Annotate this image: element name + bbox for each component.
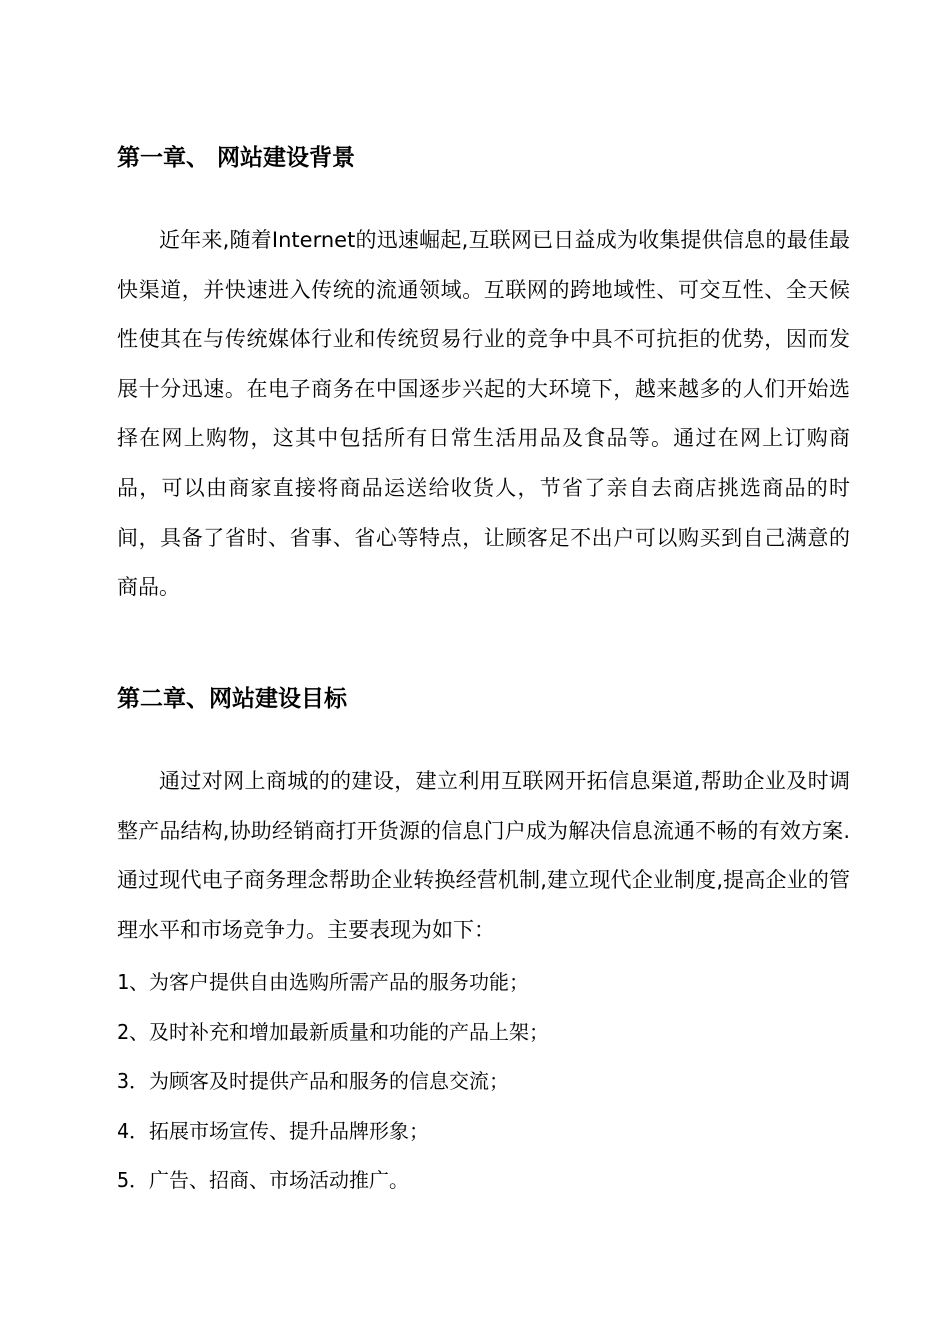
chapter-1-title: 第一章、 网站建设背景	[117, 145, 356, 171]
list-item-number: 5．	[117, 1168, 150, 1192]
chapter-2-title: 第二章、网站建设目标	[117, 686, 347, 712]
chapter-2-paragraph: 通过对网上商城的的建设，建立利用互联网开拓信息渠道,帮助企业及时调整产品结构,协助经销商打开货源的信息门户成为解决信息流通不畅的有效方案.通过现代电子商务理念帮助企业转换经营机制,建立现代企业制度,提高企业的管理水平和市场竞争力。主要表现为如下：	[117, 769, 850, 942]
list-item-text: 为客户提供自由选购所需产品的服务功能；	[149, 970, 530, 994]
list-item-number: 1、	[117, 970, 150, 994]
list-item-text: 拓展市场宣传、提升品牌形象；	[149, 1118, 430, 1143]
list-item	[117, 1008, 549, 1058]
list-item	[117, 1107, 549, 1157]
list-item-text: 及时补充和增加最新质量和功能的产品上架；	[149, 1019, 550, 1044]
list-item-text: 为顾客及时提供产品和服务的信息交流；	[149, 1069, 510, 1093]
list-item-number: 4．	[117, 1118, 150, 1143]
list-item	[117, 958, 549, 1008]
list-item	[117, 1057, 549, 1107]
list-item	[117, 1156, 549, 1206]
list-item-text: 广告、招商、市场活动推广。	[149, 1168, 410, 1192]
list-item-number: 2、	[117, 1019, 150, 1044]
chapter-1-paragraph: 近年来,随着Internet的迅速崛起,互联网已日益成为收集提供信息的最佳最快渠道，并快速进入传统的流通领域。互联网的跨地域性、可交互性、全天候性使其在与传统媒体行业和传统贸易行业的竞争中具不可抗拒的优势，因而发展十分迅速。在电子商务在中国逐步兴起的大环境下，越来越多的人们开始选择在网上购物，这其中包括所有日常生活用品及食品等。通过在网上订购商品，可以由商家直接将商品运送给收货人，节省了亲自去商店挑选商品的时间，具备了省时、省事、省心等特点，让顾客足不出户可以购买到自己满意的商品。	[117, 228, 850, 600]
list-item-number: 3．	[117, 1069, 150, 1093]
goals-list	[117, 958, 549, 1206]
